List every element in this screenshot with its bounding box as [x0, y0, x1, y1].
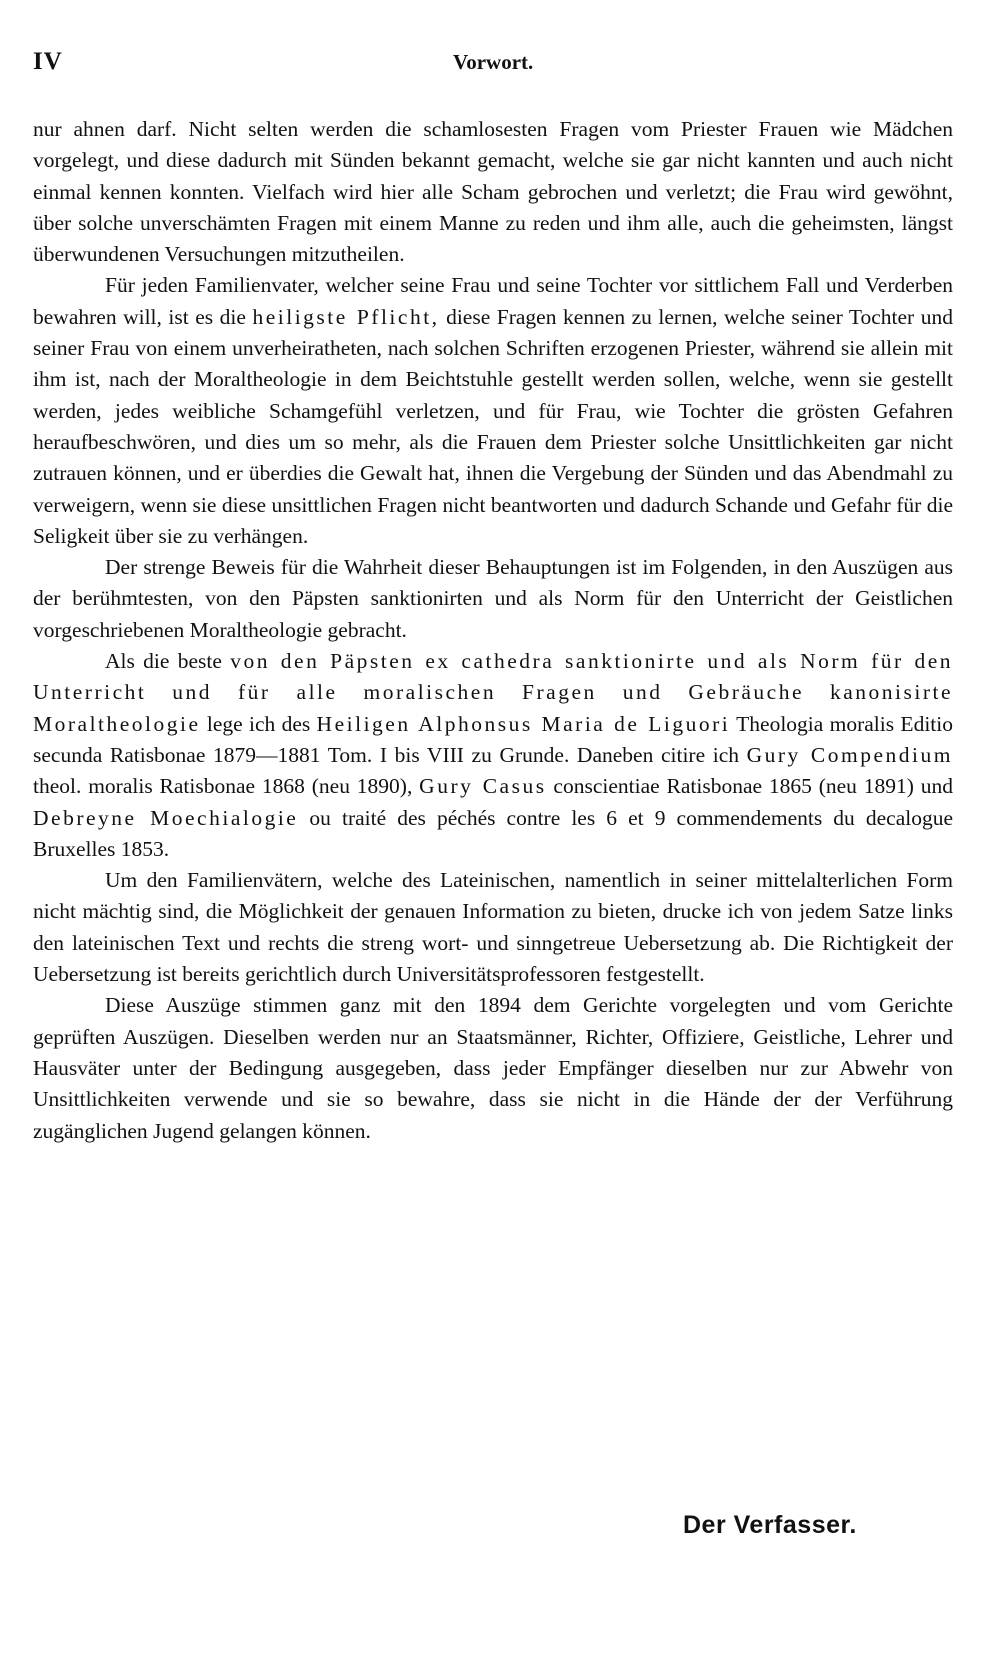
author-signature: Der Verfasser.: [683, 1511, 857, 1539]
emphasized-text: Gury Compendium: [746, 742, 953, 767]
running-title: Vorwort.: [453, 50, 534, 74]
emphasized-text: heiligste Pflicht,: [252, 304, 440, 329]
paragraph: [33, 114, 953, 270]
paragraph-text: Der strenge Beweis für die Wahrheit dieser Behauptungen ist im Folgenden, in den Auszügen aus der berühmtesten, von den Päpsten sanktionirten und als Norm für den Unterricht der Geistlichen vorgeschriebenen Moraltheologie gebracht.: [33, 555, 953, 642]
emphasized-text: Gury Casus: [419, 774, 547, 799]
paragraph-text: conscientiae Ratisbonae 1865 (neu 1891) und: [546, 774, 954, 799]
paragraph: [33, 552, 953, 646]
paragraph-text: Theologia moralis Editio secunda Ratisbonae 1879—1881 Tom. I bis VIII zu Grunde. Daneben citire ich: [33, 711, 953, 767]
paragraph-text: Um den Familienvätern, welche des Lateinischen, namentlich in seiner mittelalterlichen Form nicht mächtig sind, die Möglichkeit der genauen Information zu bieten, drucke ich von jedem Satze links den lateinischen Text und rechts die streng wort- und sinngetreue Uebersetzung ab. Die Richtigkeit der Uebersetzung ist bereits gerichtlich durch Universitätsprofessoren festgestellt.: [33, 868, 953, 987]
emphasized-text: Debreyne Moechialogie: [33, 805, 299, 830]
paragraph: [33, 990, 953, 1146]
page-header: [33, 44, 953, 80]
paragraph: [33, 646, 953, 865]
paragraph-text: theol. moralis Ratisbonae 1868 (neu 1890),: [33, 774, 420, 799]
paragraph: [33, 270, 953, 552]
page-number: IV: [33, 48, 63, 75]
paragraph-text: nur ahnen darf. Nicht selten werden die schamlosesten Fragen vom Priester Frauen wie Mädchen vorgelegt, und diese dadurch mit Sünden bekannt gemacht, welche sie gar nicht kannten und auch nicht einmal kennen konnten. Vielfach wird hier alle Scham gebrochen und verletzt; die Frau wird gewöhnt, über solche unverschämten Fragen mit einem Manne zu reden und ihm alle, auch die geheimsten, längst überwundenen Versuchungen mitzutheilen.: [33, 117, 953, 267]
paragraph-text: Als die beste: [105, 649, 231, 674]
emphasized-text: Heiligen Alphonsus Maria de Liguori: [316, 711, 731, 736]
paragraph-text: diese Fragen kennen zu lernen, welche seiner Tochter und seiner Frau von einem unverheiratheten, nach solchen Schriften erzogenen Priester, während sie allein mit ihm ist, nach der Moraltheologie in dem Beichtstuhle gestellt werden sollen, welche, wenn sie gestellt werden, jedes weibliche Schamgefühl verletzen, und für Frau, wie Tochter die grösten Gefahren heraufbeschwören, und dies um so mehr, als die Frauen dem Priester solche Unsittlichkeiten gar nicht zutrauen können, und er überdies die Gewalt hat, ihnen die Vergebung der Sünden und das Abendmahl zu verweigern, wenn sie diese unsittlichen Fragen nicht beantworten und dadurch Schande und Gefahr für die Seligkeit über sie zu verhängen.: [33, 304, 953, 548]
paragraph-text: Diese Auszüge stimmen ganz mit den 1894 dem Gerichte vorgelegten und vom Gerichte geprüften Auszügen. Dieselben werden nur an Staatsmänner, Richter, Offiziere, Geistliche, Lehrer und Hausväter unter der Bedingung ausgegeben, dass jeder Empfänger dieselben nur zur Abwehr von Unsittlichkeiten verwende und sie so bewahre, dass sie nicht in die Hände der der Verführung zugänglichen Jugend gelangen können.: [33, 993, 953, 1143]
paragraph: [33, 865, 953, 990]
paragraph-text: ou traité des péchés contre les 6 et 9 commendements du decalogue Bruxelles 1853.: [33, 805, 954, 861]
paragraph-text: lege ich des: [200, 711, 317, 736]
body-text: [33, 114, 953, 1147]
emphasized-text: von den Päpsten ex cathedra sanktionirte und als Norm für den Unterricht und für alle moralischen Fragen und Gebräuche kanonisirte Moraltheologie: [33, 649, 953, 736]
paragraph-text: Für jeden Familienvater, welcher seine Frau und seine Tochter vor sittlichem Fall und Verderben bewahren will, ist es die: [33, 273, 953, 329]
